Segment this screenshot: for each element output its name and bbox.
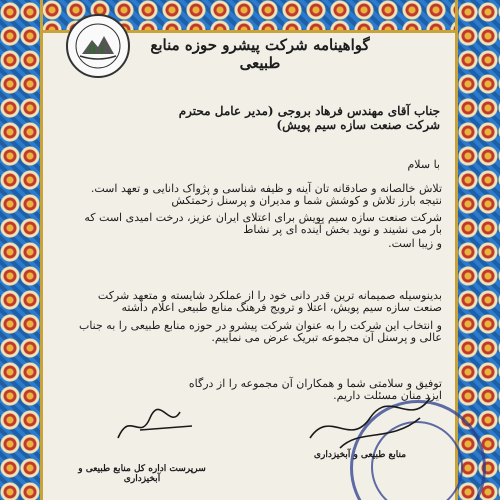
ornamental-border-left [0, 0, 40, 500]
salutation: با سلام [407, 158, 440, 171]
body-line: و زیبا است. [388, 237, 442, 250]
left-signatory-title: سرپرست اداره کل منابع طبیعی و آبخیزداری [78, 464, 206, 484]
body-line: بدینوسیله صمیمانه ترین قدر دانی خود را از عملکرد شایسته و متعهد شرکت صنعت سازه سیم پویش، اعتلا و ترویج فرهنگ منابع طبیعی اعلام داشته [97, 289, 442, 314]
body-line: تلاش خالصانه و صادقانه تان آینه و ظیفه شناسی و پژواک دانایی و تعهد است. نتیجه بارز تلاش و کوشش شما و مدیران و پرسنل زحمتکش [90, 182, 442, 207]
body-line: شرکت صنعت سازه سیم پویش برای اعتلای ایران عزیز، درخت امیدی است که بار می نشیند و نوید بخش آینده ای پر نشاط [84, 211, 442, 236]
certificate-title: گواهینامه شرکت پیشرو حوزه منابع طبیعی [150, 36, 370, 72]
right-signatory-title: منابع طبیعی و آبخیزداری [313, 450, 407, 460]
closing-line: توفیق و سلامتی شما و همکاران آن مجموعه را از درگاه ایزد منان مسئلت داریم. [188, 377, 442, 402]
gold-rule-left [40, 0, 43, 500]
right-signature-icon [300, 388, 440, 458]
left-signature-icon [110, 400, 200, 450]
body-line: و انتخاب این شرکت را به عنوان شرکت پیشرو در حوزه منابع طبیعی را به جناب عالی و پرسنل آن مجموعه تبریک عرض می نماییم. [78, 319, 442, 344]
addressee-line: جناب آقای مهندس فرهاد بروجی (مدیر عامل محترم شرکت صنعت سازه سیم پویش) [178, 104, 440, 132]
organization-logo-icon [66, 14, 130, 78]
